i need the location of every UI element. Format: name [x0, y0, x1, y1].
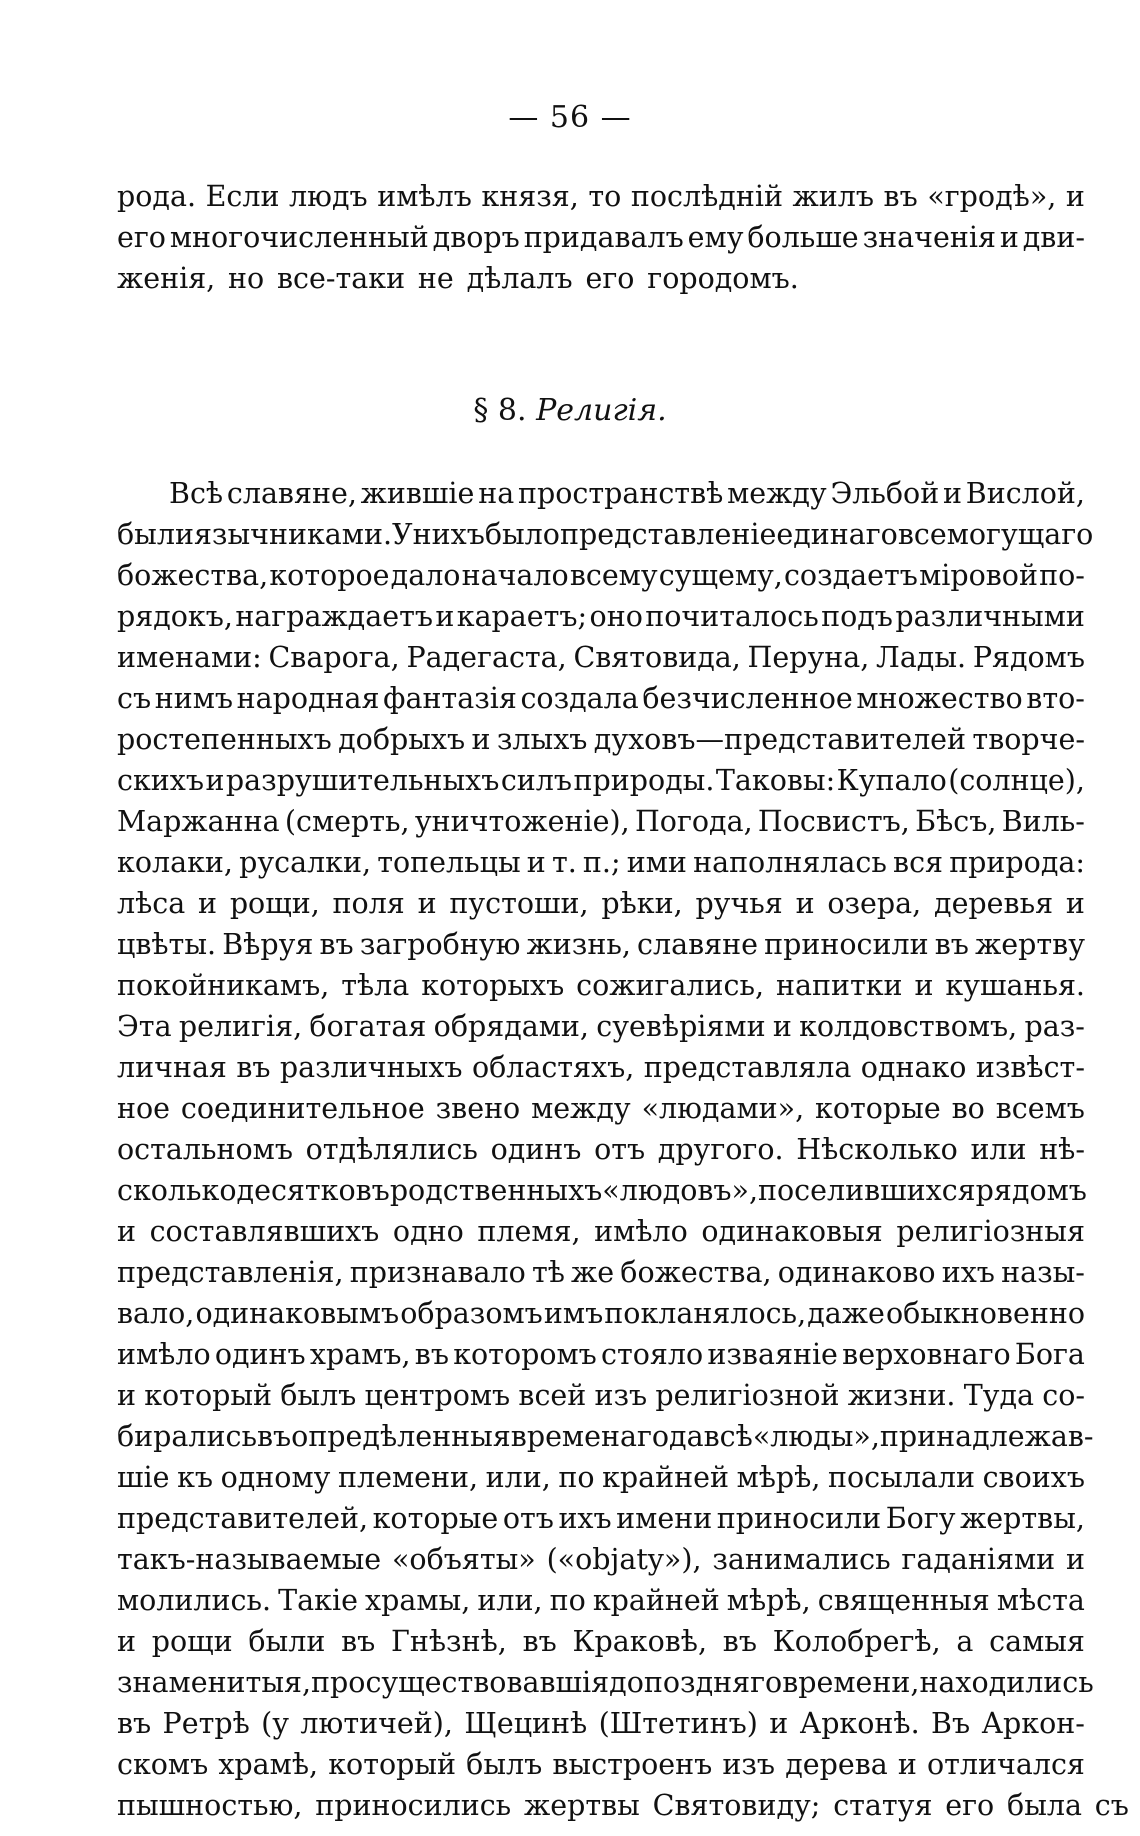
- text-line: цвѣты. Вѣруя въ загробную жизнь, славяне приносили въ жертву: [117, 928, 1085, 961]
- text-line: были язычниками. У нихъ было представленiе единаго всемогущаго: [117, 518, 1094, 551]
- text-line: представителей, которые отъ ихъ имени приносили Богу жертвы,: [117, 1502, 1085, 1535]
- text-line: Всѣ славяне, жившiе на пространствѣ между Эльбой и Вислой,: [169, 477, 1085, 510]
- text-line: скомъ храмѣ, который былъ выстроенъ изъ дерева и отличался: [117, 1748, 1085, 1781]
- text-line: ное соединительное звено между «людами», которые во всемъ: [117, 1092, 1085, 1125]
- text-line: шiе къ одному племени, или, по крайней мѣрѣ, посылали своихъ: [117, 1461, 1085, 1494]
- text-line: божества, которое дало начало всему сущему, создаетъ мiровой по-: [117, 559, 1085, 592]
- text-line: остальномъ отдѣлялись одинъ отъ другого. Нѣсколько или нѣ-: [117, 1133, 1085, 1166]
- section-heading: [0, 393, 1140, 428]
- paragraph-2: [117, 473, 1129, 1826]
- text-line: личная въ различныхъ областяхъ, представляла однако извѣст-: [117, 1051, 1085, 1084]
- paragraph-1: [117, 176, 1085, 299]
- text-line: ростепенныхъ добрыхъ и злыхъ духовъ—представителей творче-: [117, 723, 1085, 756]
- text-line: Маржанна (смерть, уничтоженiе), Погода, Посвистъ, Бѣсъ, Виль-: [117, 805, 1085, 838]
- text-line: въ Ретрѣ (у лютичей), Щецинѣ (Штетинъ) и Арконѣ. Въ Аркон-: [117, 1707, 1085, 1740]
- text-line: покойникамъ, тѣла которыхъ сожигались, напитки и кушанья.: [117, 969, 1085, 1002]
- text-line: рядокъ, награждаетъ и караетъ; оно почиталось подъ различными: [117, 600, 1085, 633]
- text-line: Эта религiя, богатая обрядами, суевѣрiями и колдовствомъ, раз-: [117, 1010, 1085, 1043]
- text-line: съ нимъ народная фантазiя создала безчисленное множество вто-: [117, 682, 1085, 715]
- section-number: § 8.: [473, 393, 527, 428]
- text-line: и рощи были въ Гнѣзнѣ, въ Краковѣ, въ Колобрегѣ, а самыя: [117, 1625, 1085, 1658]
- text-line: представленiя, признавало тѣ же божества, одинаково ихъ назы-: [117, 1256, 1085, 1289]
- text-line: такъ-называемые «объяты» («objaty»), занимались гаданiями и: [117, 1543, 1085, 1576]
- text-line: имѣло одинъ храмъ, въ которомъ стояло изваянiе верховнаго Бога: [117, 1338, 1085, 1371]
- text-line: сколько десятковъ родственныхъ «людовъ», поселившихся рядомъ: [117, 1174, 1087, 1207]
- section-title: Религiя.: [536, 393, 667, 428]
- text-line: именами: Сварога, Радегаста, Святовида, Перуна, Лады. Рядомъ: [117, 641, 1085, 674]
- text-line: молились. Такiе храмы, или, по крайней мѣрѣ, священныя мѣста: [117, 1584, 1085, 1617]
- text-line: и составлявшихъ одно племя, имѣло одинаковыя религiозныя: [117, 1215, 1085, 1248]
- text-line: пышностью, приносились жертвы Святовиду; статуя его была съ: [117, 1789, 1129, 1822]
- text-line: женiя, но все-таки не дѣлалъ его городомъ.: [117, 262, 799, 295]
- text-line: колаки, русалки, топельцы и т. п.; ими наполнялась вся природа:: [117, 846, 1085, 879]
- text-line: лѣса и рощи, поля и пустоши, рѣки, ручья и озера, деревья и: [117, 887, 1085, 920]
- text-line: бирались въ опредѣленныя времена года всѣ «люды», принадлежав-: [117, 1420, 1094, 1453]
- text-line: скихъ и разрушительныхъ силъ природы. Таковы: Купало (солнце),: [117, 764, 1085, 797]
- text-line: его многочисленный дворъ придавалъ ему больше значенiя и дви-: [117, 221, 1085, 254]
- page-number: — 56 —: [508, 100, 632, 135]
- text-line: рода. Если людъ имѣлъ князя, то послѣднiй жилъ въ «гродѣ», и: [117, 180, 1085, 213]
- text-line: знаменитыя, просуществовавшiя до поздняго времени, находились: [117, 1666, 1094, 1699]
- text-line: вало, одинаковымъ образомъ имъ покланялось, даже обыкновенно: [117, 1297, 1085, 1330]
- text-line: и который былъ центромъ всей изъ религiозной жизни. Туда со-: [117, 1379, 1085, 1412]
